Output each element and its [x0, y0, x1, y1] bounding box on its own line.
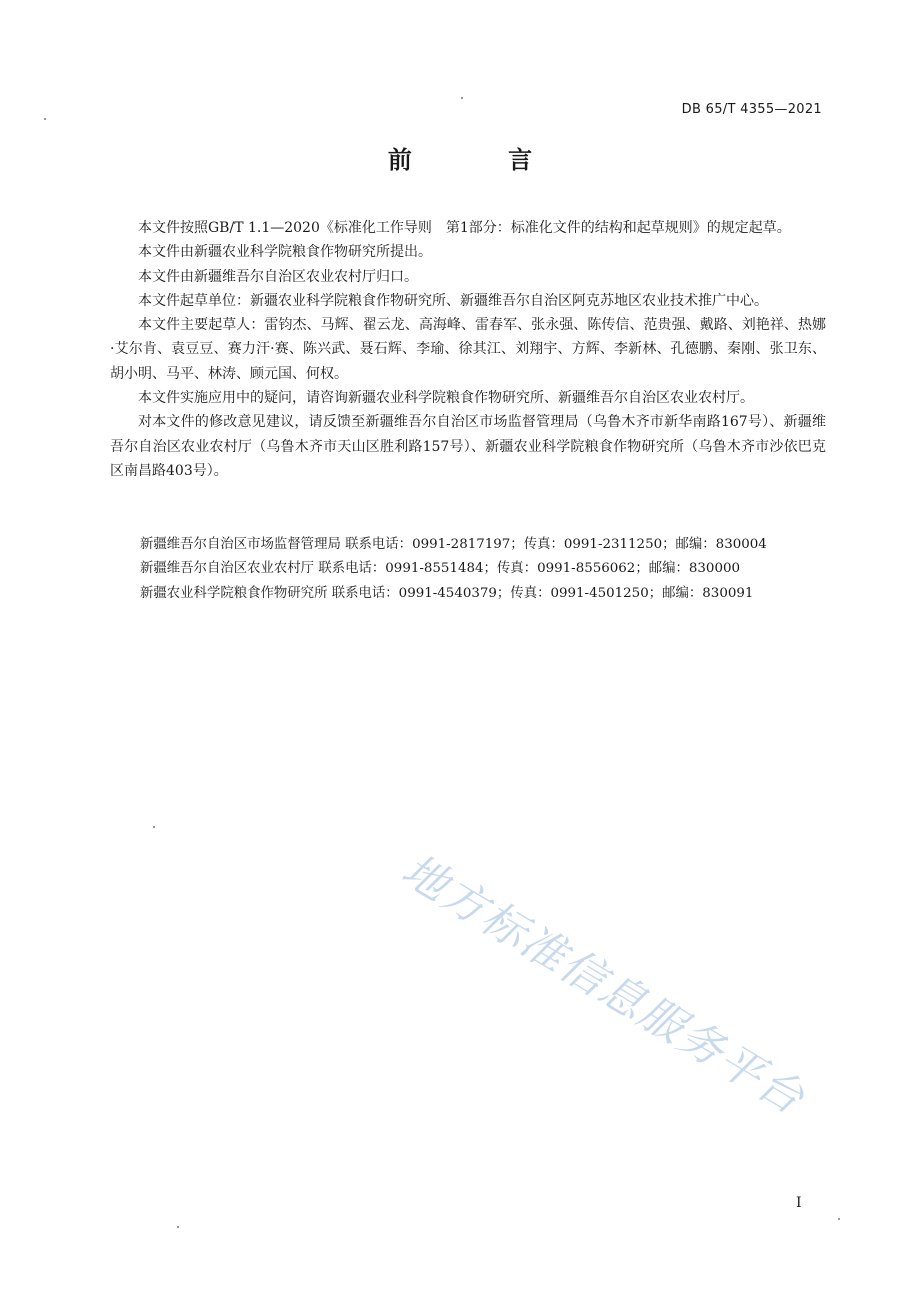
watermark: 地方标准信息服务平台 [393, 844, 814, 1126]
contact-market-bureau: 新疆维吾尔自治区市场监督管理局 联系电话：0991-2817197；传真：0991-2311250；邮编：830004 [140, 537, 767, 552]
contact-list [110, 533, 850, 606]
page-title: 前 言 [387, 146, 577, 174]
paragraph-centralized-by: 本文件由新疆维吾尔自治区农业农村厅归口。 [138, 268, 418, 285]
preface-body [110, 216, 826, 483]
paragraph-drafting-rules: 本文件按照GB/T 1.1—2020《标准化工作导则 第1部分：标准化文件的结构和起草规则》的规定起草。 [138, 220, 791, 236]
scan-speck [177, 1226, 179, 1228]
paragraph-feedback: 对本文件的修改意见建议，请反馈至新疆维吾尔自治区市场监督管理局（乌鲁木齐市新华南路167号）、新疆维吾尔自治区农业农村厅（乌鲁木齐市天山区胜利路157号）、新疆农业科学院粮食作物研究所（乌鲁木齐市沙依巴克区南昌路403号）。 [110, 414, 826, 479]
paragraph-drafters: 本文件主要起草人：雷钧杰、马辉、翟云龙、高海峰、雷春军、张永强、陈传信、范贵强、戴路、刘艳祥、热娜·艾尔肯、袁豆豆、赛力汗·赛、陈兴武、聂石辉、李瑜、徐其江、刘翔宇、方辉、李新林、孔德鹏、秦刚、张卫东、胡小明、马平、林涛、顾元国、何权。 [110, 317, 826, 382]
scan-speck [838, 1218, 840, 1220]
paragraph-drafting-units: 本文件起草单位：新疆农业科学院粮食作物研究所、新疆维吾尔自治区阿克苏地区农业技术推广中心。 [138, 292, 768, 309]
page-number: I [796, 1195, 802, 1211]
paragraph-proposer: 本文件由新疆农业科学院粮食作物研究所提出。 [138, 244, 432, 261]
contact-agriculture-dept: 新疆维吾尔自治区农业农村厅 联系电话：0991-8551484；传真：0991-8556062；邮编：830000 [140, 561, 741, 577]
scan-speck [153, 826, 155, 828]
document-code: DB 65/T 4355—2021 [681, 102, 822, 117]
scan-speck [461, 97, 463, 99]
contact-crop-institute: 新疆农业科学院粮食作物研究所 联系电话：0991-4540379；传真：0991-4501250；邮编：830091 [140, 585, 754, 601]
scan-speck [44, 118, 46, 120]
paragraph-inquiries: 本文件实施应用中的疑问，请咨询新疆农业科学院粮食作物研究所、新疆维吾尔自治区农业农村厅。 [138, 390, 754, 407]
